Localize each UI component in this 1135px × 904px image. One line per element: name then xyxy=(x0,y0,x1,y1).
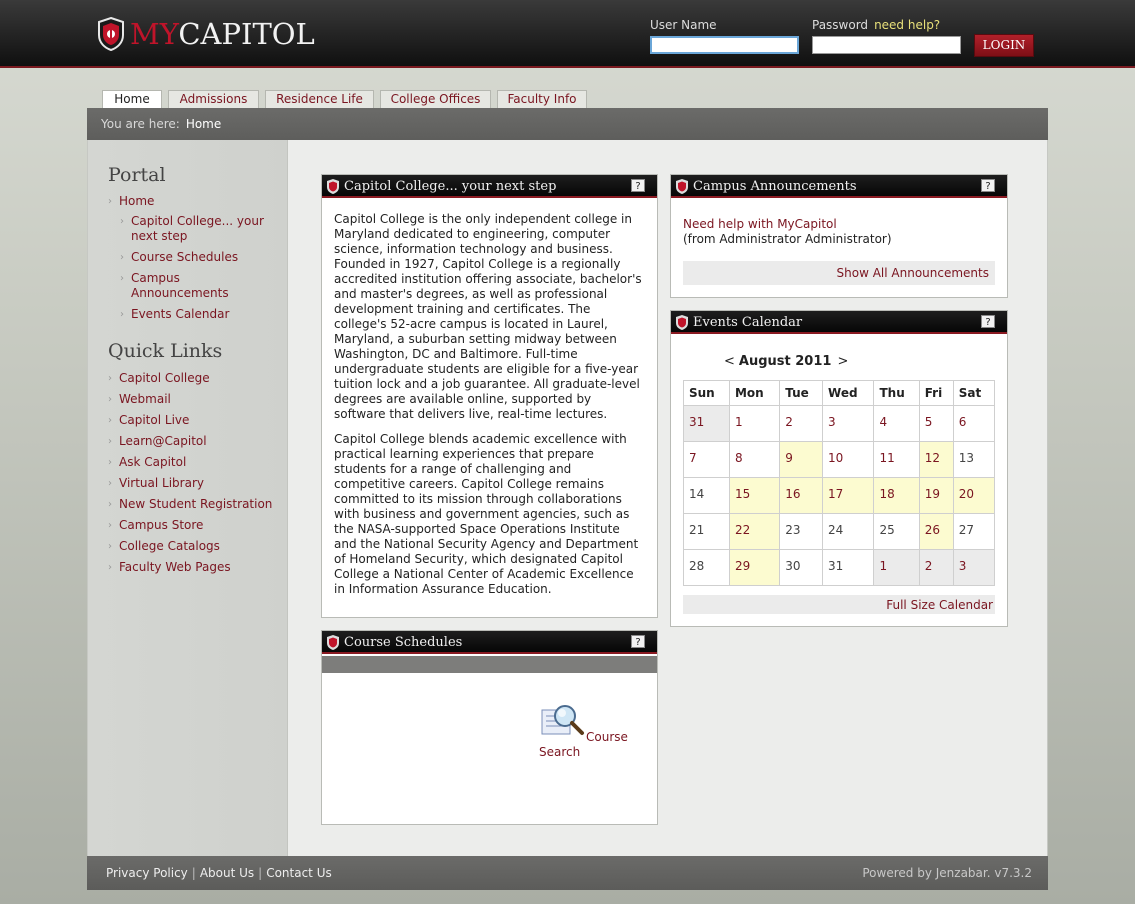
portlet-course-schedules xyxy=(321,630,658,825)
mycapitol-logo[interactable] xyxy=(98,16,315,52)
portlet-header xyxy=(671,311,1007,334)
weekday-header: Sat xyxy=(953,381,994,406)
powered-by: Powered by Jenzabar. v7.3.2 xyxy=(862,866,1032,880)
quick-link-label: Capitol College xyxy=(119,371,210,385)
chevron-right-icon: › xyxy=(108,457,112,468)
calendar-month: August 2011 xyxy=(738,354,832,369)
quick-link[interactable] xyxy=(108,392,171,407)
calendar-week xyxy=(684,550,995,586)
privacy-policy-link[interactable]: Privacy Policy xyxy=(106,866,188,880)
calendar-day[interactable]: 18 xyxy=(874,478,919,514)
shield-icon xyxy=(676,315,688,330)
chevron-right-icon: › xyxy=(120,252,124,263)
calendar-day[interactable]: 3 xyxy=(953,550,994,586)
calendar-day[interactable]: 1 xyxy=(874,550,919,586)
portlet-header xyxy=(322,175,657,198)
portlet-header xyxy=(671,175,1007,198)
breadcrumb-current[interactable]: Home xyxy=(185,117,222,131)
calendar-day[interactable]: 3 xyxy=(823,406,874,442)
calendar-day[interactable]: 25 xyxy=(874,514,919,550)
weekday-header: Thu xyxy=(874,381,919,406)
portlet-header xyxy=(322,631,657,654)
logo-capitol: CAPITOL xyxy=(178,17,315,51)
portlet-title: Campus Announcements xyxy=(693,179,857,194)
quick-link-label: Ask Capitol xyxy=(119,455,187,469)
main-content xyxy=(87,140,1048,856)
sidebar-item-next-step[interactable] xyxy=(120,214,271,244)
calendar-day[interactable]: 27 xyxy=(953,514,994,550)
calendar-week xyxy=(684,514,995,550)
sidebar-item-events-calendar[interactable] xyxy=(120,307,230,322)
calendar-day[interactable]: 10 xyxy=(823,442,874,478)
footer-links: Privacy Policy | About Us | Contact Us xyxy=(106,866,332,880)
intro-paragraph-2: Capitol College blends academic excellence with practical learning experiences that prepare students for a range of challenging and competitive careers. Capitol College remains committed to its mission through collaborations with business and government agencies, such as the NASA-supported Space Operations Institute and the National Security Agency and Department of Homeland Security, which designated Capitol College a National Center of Academic Excellence in Information Assurance Education. xyxy=(334,432,639,596)
quick-link-label: Capitol Live xyxy=(119,413,190,427)
show-all-announcements-link[interactable]: Show All Announcements xyxy=(836,266,989,280)
sidebar-item-label: Campus Announcements xyxy=(131,271,229,300)
breadcrumb-prefix: You are here: xyxy=(101,117,180,131)
calendar-day[interactable]: 4 xyxy=(874,406,919,442)
calendar-day[interactable]: 2 xyxy=(919,550,953,586)
quick-link-label: College Catalogs xyxy=(119,539,220,553)
chevron-right-icon: › xyxy=(120,273,124,284)
site-header xyxy=(0,0,1135,68)
calendar-grid xyxy=(683,380,995,586)
quick-link[interactable] xyxy=(108,560,231,575)
calendar-day[interactable]: 2 xyxy=(780,406,823,442)
contact-us-link[interactable]: Contact Us xyxy=(266,866,332,880)
calendar-day[interactable]: 28 xyxy=(684,550,730,586)
quick-link[interactable] xyxy=(108,497,273,512)
need-help-link[interactable]: need help? xyxy=(874,18,941,32)
chevron-right-icon: › xyxy=(108,196,112,207)
chevron-right-icon: › xyxy=(108,541,112,552)
calendar-day[interactable]: 31 xyxy=(684,406,730,442)
quick-link-label: Learn@Capitol xyxy=(119,434,207,448)
weekday-header: Wed xyxy=(823,381,874,406)
tab-home[interactable]: Home xyxy=(102,90,162,109)
sidebar-item-label: Course Schedules xyxy=(131,250,239,264)
full-calendar-bar xyxy=(683,595,995,614)
weekday-header: Mon xyxy=(729,381,779,406)
quick-link[interactable] xyxy=(108,539,220,554)
announcement-link[interactable]: Need help with MyCapitol xyxy=(683,217,837,231)
site-footer xyxy=(87,856,1048,890)
portal-heading: Portal xyxy=(108,164,166,186)
magnifier-document-icon xyxy=(541,703,585,741)
calendar-day[interactable]: 11 xyxy=(874,442,919,478)
help-icon[interactable]: ? xyxy=(981,315,995,328)
calendar-day[interactable]: 12 xyxy=(919,442,953,478)
course-search-line2: Search xyxy=(539,745,581,759)
calendar-day[interactable]: 17 xyxy=(823,478,874,514)
portlet-title: Capitol College... your next step xyxy=(344,179,557,194)
help-icon[interactable]: ? xyxy=(631,635,645,648)
portlet-next-step xyxy=(321,174,658,618)
quick-links-heading: Quick Links xyxy=(108,340,223,362)
chevron-right-icon: › xyxy=(108,415,112,426)
chevron-right-icon: › xyxy=(108,436,112,447)
chevron-right-icon: › xyxy=(108,562,112,573)
calendar-day[interactable]: 7 xyxy=(684,442,730,478)
calendar-day[interactable]: 26 xyxy=(919,514,953,550)
shield-icon xyxy=(676,179,688,194)
intro-paragraph-1: Capitol College is the only independent college in Maryland dedicated to engineering, computer science, information technology and business. Founded in 1927, Capitol College is a regionally accredited institution offering associate, bachelor's and master's degrees, as well as professional development training and certificates. The college's 52-acre campus is located in Laurel, Maryland, a suburban setting midway between Washington, DC and Baltimore. Full-time undergraduate students are eligible for a five-year tuition lock and a job guarantee. All graduate-level degrees are available online, supported by software that delivers live, real-time lectures. xyxy=(334,212,642,421)
calendar-week xyxy=(684,406,995,442)
help-icon[interactable]: ? xyxy=(981,179,995,192)
portlet-toolbar xyxy=(322,656,657,673)
next-month-button[interactable]: > xyxy=(837,354,849,369)
chevron-right-icon: › xyxy=(108,478,112,489)
quick-link-label: Webmail xyxy=(119,392,171,406)
show-all-bar xyxy=(683,261,995,285)
username-input[interactable] xyxy=(650,36,799,54)
course-search-link[interactable] xyxy=(539,703,649,763)
calendar-day[interactable]: 30 xyxy=(780,550,823,586)
password-label xyxy=(812,18,940,32)
quick-link[interactable] xyxy=(108,413,190,428)
username-label: User Name xyxy=(650,18,717,32)
weekday-header: Sun xyxy=(684,381,730,406)
tab-faculty-info[interactable]: Faculty Info xyxy=(497,90,587,108)
calendar-day[interactable]: 29 xyxy=(729,550,779,586)
password-input[interactable] xyxy=(812,36,961,54)
calendar-week xyxy=(684,478,995,514)
login-button[interactable]: LOGIN xyxy=(974,34,1034,57)
chevron-right-icon: › xyxy=(120,309,124,320)
calendar-day[interactable]: 31 xyxy=(823,550,874,586)
weekday-header: Fri xyxy=(919,381,953,406)
sidebar-item-course-schedules[interactable] xyxy=(120,250,239,265)
tab-admissions[interactable]: Admissions xyxy=(168,90,259,108)
quick-link-label: New Student Registration xyxy=(119,497,273,511)
calendar-day[interactable]: 14 xyxy=(684,478,730,514)
calendar-day[interactable]: 5 xyxy=(919,406,953,442)
calendar-day[interactable]: 13 xyxy=(953,442,994,478)
sidebar-item-label: Capitol College... your next step xyxy=(131,214,264,243)
sidebar-item-campus-announcements[interactable] xyxy=(120,271,241,301)
chevron-right-icon: › xyxy=(108,373,112,384)
quick-link-label: Faculty Web Pages xyxy=(119,560,231,574)
quick-link[interactable] xyxy=(108,476,204,491)
shield-icon xyxy=(327,179,339,194)
chevron-right-icon: › xyxy=(108,499,112,510)
chevron-right-icon: › xyxy=(108,520,112,531)
calendar-day[interactable]: 19 xyxy=(919,478,953,514)
calendar-day[interactable]: 1 xyxy=(729,406,779,442)
password-label-text: Password xyxy=(812,18,869,32)
sidebar-item-label: Events Calendar xyxy=(131,307,230,321)
portlet-events-calendar xyxy=(670,310,1008,627)
help-icon[interactable]: ? xyxy=(631,179,645,192)
calendar-day[interactable]: 16 xyxy=(780,478,823,514)
portlet-announcements xyxy=(670,174,1008,298)
breadcrumb xyxy=(87,108,1048,140)
quick-link[interactable] xyxy=(108,371,210,386)
calendar-day[interactable]: 23 xyxy=(780,514,823,550)
chevron-right-icon: › xyxy=(120,216,124,227)
logo-my: MY xyxy=(130,17,179,51)
calendar-day[interactable]: 6 xyxy=(953,406,994,442)
shield-logo-icon xyxy=(98,17,124,51)
prev-month-button[interactable]: < xyxy=(724,354,735,369)
sidebar-item-home[interactable] xyxy=(108,194,155,209)
calendar-day[interactable]: 21 xyxy=(684,514,730,550)
calendar-day[interactable]: 24 xyxy=(823,514,874,550)
announcement-author: (from Administrator Administrator) xyxy=(683,232,892,246)
chevron-right-icon: › xyxy=(108,394,112,405)
portlet-title: Course Schedules xyxy=(344,635,463,650)
sidebar xyxy=(88,140,288,856)
quick-link[interactable] xyxy=(108,434,207,449)
tab-college-offices[interactable]: College Offices xyxy=(380,90,491,108)
weekday-header: Tue xyxy=(780,381,823,406)
quick-link[interactable] xyxy=(108,518,204,533)
calendar-day[interactable]: 15 xyxy=(729,478,779,514)
quick-link-label: Virtual Library xyxy=(119,476,204,490)
course-search-line1: Course xyxy=(586,730,628,744)
quick-link-label: Campus Store xyxy=(119,518,204,532)
calendar-week xyxy=(684,442,995,478)
about-us-link[interactable]: About Us xyxy=(199,866,255,880)
shield-icon xyxy=(327,635,339,650)
portlet-title: Events Calendar xyxy=(693,315,803,330)
quick-link[interactable] xyxy=(108,455,187,470)
calendar-day[interactable]: 20 xyxy=(953,478,994,514)
calendar-day[interactable]: 22 xyxy=(729,514,779,550)
full-size-calendar-link[interactable]: Full Size Calendar xyxy=(886,598,993,612)
calendar-day[interactable]: 9 xyxy=(780,442,823,478)
calendar-day[interactable]: 8 xyxy=(729,442,779,478)
tab-residence-life[interactable]: Residence Life xyxy=(265,90,374,108)
sidebar-item-label: Home xyxy=(119,194,155,208)
calendar-month-nav xyxy=(724,354,848,369)
